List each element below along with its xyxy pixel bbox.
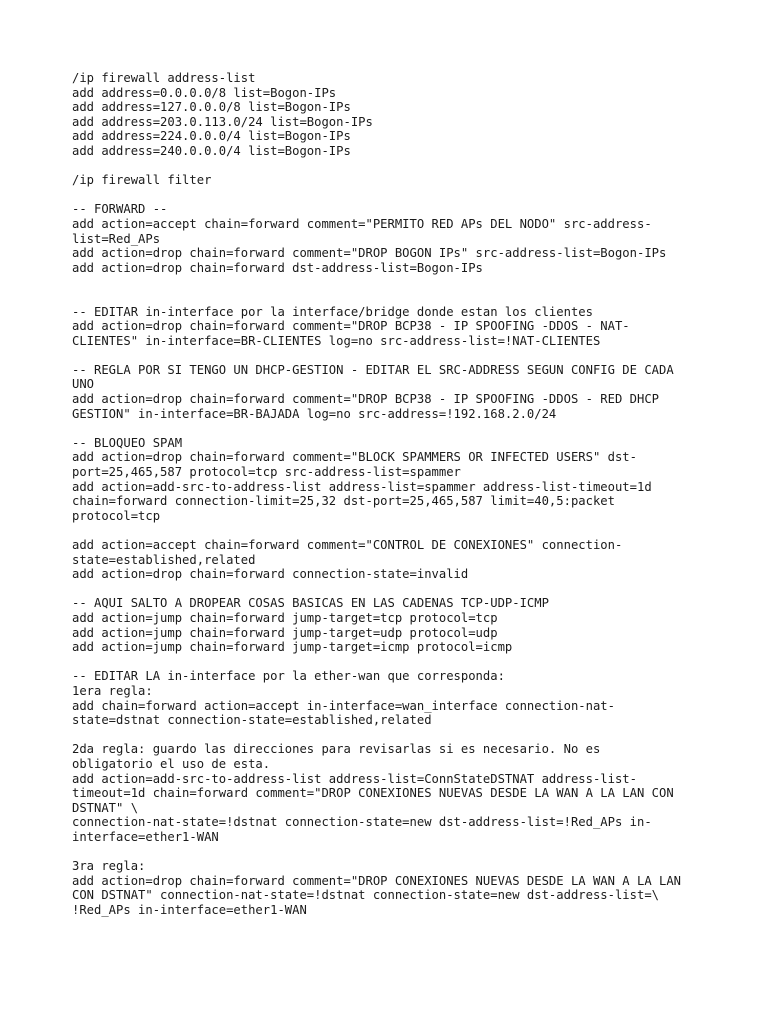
- text-line: UNO: [72, 377, 95, 392]
- text-line: -- EDITAR in-interface por la interface/bridge donde estan los clientes: [72, 304, 593, 319]
- text-line: add action=jump chain=forward jump-target=udp protocol=udp: [72, 625, 498, 640]
- text-line: add action=drop chain=forward comment="DROP BCP38 - IP SPOOFING -DDOS - NAT-: [72, 319, 630, 334]
- text-line: -- AQUI SALTO A DROPEAR COSAS BASICAS EN LAS CADENAS TCP-UDP-ICMP: [72, 596, 549, 611]
- text-line: /ip firewall address-list: [72, 71, 256, 85]
- document-page: [72, 71, 712, 917]
- text-line: add action=jump chain=forward jump-target=icmp protocol=icmp: [72, 640, 513, 655]
- text-line: add action=add-src-to-address-list address-list=ConnStateDSTNAT address-list-: [72, 771, 637, 786]
- text-line: add action=drop chain=forward comment="DROP BCP38 - IP SPOOFING -DDOS - RED DHCP: [72, 392, 659, 407]
- text-line: add address=127.0.0.0/8 list=Bogon-IPs: [72, 100, 351, 115]
- text-line: add address=0.0.0.0/8 list=Bogon-IPs: [72, 85, 337, 100]
- text-line: protocol=tcp: [72, 508, 161, 523]
- text-line: CON DSTNAT" connection-nat-state=!dstnat connection-state=new dst-address-list=\: [72, 888, 659, 903]
- blank-line: [72, 290, 712, 305]
- text-line: -- BLOQUEO SPAM: [72, 435, 183, 450]
- blank-line: [72, 728, 712, 743]
- text-line: state=established,related: [72, 552, 256, 567]
- text-line: add action=add-src-to-address-list address-list=spammer address-list-timeout=1d: [72, 479, 652, 494]
- text-line: add action=drop chain=forward connection-state=invalid: [72, 567, 469, 582]
- blank-line: [72, 348, 712, 363]
- text-line: -- FORWARD --: [72, 202, 168, 217]
- text-line: list=Red_APs: [72, 231, 161, 246]
- text-line: chain=forward connection-limit=25,32 dst-port=25,465,587 limit=40,5:packet: [72, 494, 615, 509]
- blank-line: [72, 188, 712, 203]
- text-line: timeout=1d chain=forward comment="DROP CONEXIONES NUEVAS DESDE LA WAN A LA LAN CON: [72, 786, 674, 801]
- blank-line: [72, 655, 712, 670]
- text-line: -- EDITAR LA in-interface por la ether-wan que corresponda:: [72, 669, 505, 684]
- text-line: add chain=forward action=accept in-interface=wan_interface connection-nat-: [72, 698, 615, 713]
- blank-line: [72, 523, 712, 538]
- text-line: CLIENTES" in-interface=BR-CLIENTES log=no src-address-list=!NAT-CLIENTES: [72, 333, 601, 348]
- text-line: 2da regla: guardo las direcciones para revisarlas si es necesario. No es: [72, 742, 601, 757]
- text-line: port=25,465,587 protocol=tcp src-address-list=spammer: [72, 465, 461, 480]
- blank-line: [72, 421, 712, 436]
- text-line: -- REGLA POR SI TENGO UN DHCP-GESTION - EDITAR EL SRC-ADDRESS SEGUN CONFIG DE CADA: [72, 362, 674, 377]
- text-line: add action=drop chain=forward dst-address-list=Bogon-IPs: [72, 260, 483, 275]
- text-line: connection-nat-state=!dstnat connection-state=new dst-address-list=!Red_APs in-: [72, 815, 652, 830]
- text-line: DSTNAT" \: [72, 800, 139, 815]
- text-line: add action=jump chain=forward jump-target=tcp protocol=tcp: [72, 610, 498, 625]
- blank-line: [72, 275, 712, 290]
- text-line: 1era regla:: [72, 683, 153, 698]
- text-line: add action=accept chain=forward comment="CONTROL DE CONEXIONES" connection-: [72, 538, 623, 552]
- blank-line: [72, 159, 712, 174]
- text-line: interface=ether1-WAN: [72, 829, 219, 844]
- text-line: add address=203.0.113.0/24 list=Bogon-IPs: [72, 114, 373, 129]
- text-line: add action=accept chain=forward comment="PERMITO RED APs DEL NODO" src-address-: [72, 216, 652, 231]
- text-line: !Red_APs in-interface=ether1-WAN: [72, 902, 307, 917]
- text-line: add address=240.0.0.0/4 list=Bogon-IPs: [72, 143, 351, 158]
- text-line: add address=224.0.0.0/4 list=Bogon-IPs: [72, 129, 351, 144]
- text-line: add action=drop chain=forward comment="DROP CONEXIONES NUEVAS DESDE LA WAN A LA LAN: [72, 873, 682, 888]
- text-line: /ip firewall filter: [72, 173, 212, 188]
- text-line: state=dstnat connection-state=established,related: [72, 713, 432, 728]
- text-line: GESTION" in-interface=BR-BAJADA log=no src-address=!192.168.2.0/24: [72, 406, 557, 421]
- text-line: add action=drop chain=forward comment="BLOCK SPAMMERS OR INFECTED USERS" dst-: [72, 450, 637, 465]
- text-line: obligatorio el uso de esta.: [72, 756, 271, 771]
- text-line: 3ra regla:: [72, 859, 146, 874]
- blank-line: [72, 582, 712, 597]
- blank-line: [72, 844, 712, 859]
- text-line: add action=drop chain=forward comment="DROP BOGON IPs" src-address-list=Bogon-IPs: [72, 246, 667, 261]
